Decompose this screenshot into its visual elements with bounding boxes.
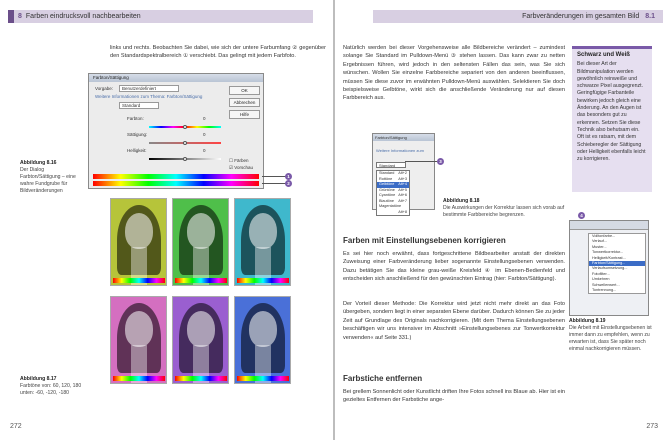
hue-strip: [237, 278, 289, 283]
caption-title: Abbildung 8.18: [443, 198, 480, 204]
sidebar-title: Schwarz und Weiß: [577, 52, 630, 58]
right-page: [335, 0, 668, 440]
lightness-value[interactable]: 0: [203, 148, 206, 153]
right-para-3: Der Vorteil dieser Methode: Die Korrektur wird jetzt nicht mehr direkt an das Foto übergeben, sondern liegt in einer separaten Ebene darüber. Dadurch können Sie zu jeder Zeit auf Grundlage des Originals nachkorrigieren. (Mit dem Thema Einstellungsebenen beschäftigen wir uns intensiver im Abschnitt »Einstellungsebenes zur Tonwertkorrektur verwenden« auf Seite 331.): [343, 301, 565, 341]
lightness-label: Helligkeit:: [127, 148, 147, 153]
hue-label: Farbton:: [127, 116, 144, 121]
help-button[interactable]: Hilfe: [229, 110, 260, 119]
right-para-2: Es sei hier noch erwähnt, dass fortgeschrittene Bildbearbeiter anstatt der direkten Zuweisung einer Farbveränderung lieber sogenannte Einstellungsebenen verwenden. Dazu betätigen Sie das kleine grau-weiße Kreisfeld ④ im Ebenen-Bedienfeld und entscheiden sich anschließend für den gewünschten Eintrag (hier: Farbton/Sättigung).: [343, 251, 565, 283]
channel-option[interactable]: Blautöne Alt+7: [379, 198, 407, 203]
colorize-checkbox[interactable]: ☐ Färben: [229, 158, 249, 163]
adjustment-menu-item[interactable]: Umkehren: [592, 277, 610, 282]
adjustment-menu-item[interactable]: Helligkeit/Kontrast...: [592, 255, 626, 260]
adjustment-menu-item[interactable]: Fotofilter...: [592, 271, 610, 276]
left-page: [0, 0, 333, 440]
caption-8-19: [569, 318, 653, 353]
hue-strip: [113, 278, 165, 283]
channel-option[interactable]: Grüntöne Alt+5: [379, 187, 407, 192]
caption-title: Abbildung 8.19: [569, 318, 606, 324]
preset-label: Vorgabe:: [95, 86, 114, 91]
standard-spectrum-bar: [93, 174, 259, 179]
section-title: Farbveränderungen im gesamten Bild: [522, 13, 640, 20]
callout-4: 4: [578, 212, 585, 219]
hue-saturation-dialog: [88, 73, 264, 189]
channel-dropdown-dialog: [372, 133, 435, 214]
hue-strip: [237, 376, 289, 381]
adjustment-menu-item[interactable]: Tonwertkorrektur...: [592, 250, 624, 255]
callout-leader-2: [262, 183, 286, 184]
page-number-left: 272: [10, 423, 22, 430]
caption-text: Die Auswirkungen der Korrektur lassen sich vorab auf bestimmte Farbbereiche begrenzen.: [443, 205, 565, 218]
callout-2: 2: [285, 180, 292, 187]
channel-option[interactable]: Magentatöne Alt+8: [379, 204, 407, 214]
hue-knob[interactable]: [183, 125, 187, 129]
caption-8-17: [20, 376, 84, 397]
caption-title: Abbildung 8.16: [20, 160, 57, 166]
adjustment-menu-screenshot: [569, 220, 649, 316]
channel-option[interactable]: Cyantöne Alt+6: [379, 193, 407, 197]
caption-text: Farbtöne von: 60, 120, 180 unten: -60, -120, -180: [20, 383, 82, 396]
portrait-face: [187, 213, 215, 249]
channel-options: [376, 170, 410, 216]
right-header: [373, 10, 663, 23]
small-dialog-title: Farbton/Sättigung: [373, 134, 434, 141]
chapter-title: Farben eindrucksvoll nachbearbeiten: [25, 13, 141, 20]
channel-select[interactable]: Standard: [119, 102, 159, 109]
preview-label: Vorschau: [234, 165, 254, 170]
adjustment-menu-item[interactable]: Muster...: [592, 244, 607, 249]
callout-1: 1: [285, 173, 292, 180]
right-para-1: Natürlich werden bei dieser Vorgehensweise alle Bildbereiche verändert – zumindest solange Sie Standard im Pulldown-Menü ③ stehen lassen. Das kann zwar zu netten Ergebnissen führen, wird jedoch in den seltensten Fällen das sein, was Sie sich wünschen. Wollen Sie einzelne Farbbereiche separiert von den anderen beeinflussen, müssen Sie diese zuvor im erwähnten Pulldown-Menü auswählen. Selektieren Sie doch beispielsweise Gelbtöne, wirkt sich die anschließende Veränderung nur auf diesen Farbbereich aus.: [343, 45, 565, 102]
cancel-button[interactable]: Abbrechen: [229, 98, 260, 107]
colorize-label: Färben: [234, 158, 249, 163]
hue-strip: [113, 376, 165, 381]
layers-toolbar: [570, 221, 648, 230]
hue-strip: [175, 278, 227, 283]
hue-slider[interactable]: [149, 126, 221, 128]
tinted-portrait: [172, 198, 229, 286]
adjustment-menu-item[interactable]: Volltonfarbe...: [592, 234, 616, 238]
saturation-knob[interactable]: [183, 141, 187, 145]
channel-dropdown[interactable]: Standard: [376, 162, 406, 168]
caption-8-18: [443, 198, 565, 219]
hue-strip: [175, 376, 227, 381]
caption-8-16: [20, 160, 84, 195]
right-para-4: Bei grellem Sonnenlicht oder Kunstlicht driften Ihre Fotos schnell ins Blaue ab. Hier ist ein gezieltes Entfernen der Farbstiche ange-: [343, 389, 565, 404]
section-number: 8.1: [645, 13, 655, 20]
shifted-spectrum-bar: [93, 181, 259, 186]
page-number-right: 273: [646, 423, 658, 430]
channel-option[interactable]: Rottöne Alt+3: [379, 176, 407, 181]
portrait-face: [249, 213, 277, 249]
tinted-portrait: [234, 296, 291, 384]
caption-text: Der Dialog Farbton/Sättigung – eine wahre Fundgrube für Bildveränderungen: [20, 167, 76, 194]
channel-option[interactable]: Standard Alt+2: [379, 171, 407, 175]
more-info-link[interactable]: Weitere Informationen zum Thema: Farbton/Sättigung: [95, 94, 203, 99]
channel-option[interactable]: Gelbtöne Alt+4: [379, 182, 407, 186]
lightness-knob[interactable]: [183, 157, 187, 161]
small-more-info[interactable]: Weitere Informationen zum: [376, 148, 424, 153]
tinted-portrait: [234, 198, 291, 286]
hue-value[interactable]: 0: [203, 116, 206, 121]
tinted-portrait: [172, 296, 229, 384]
sidebar-box: [572, 46, 652, 192]
chapter-number: 8: [18, 13, 22, 20]
portrait-face: [125, 311, 153, 347]
caption-text: Die Arbeit mit Einstellungsebenen ist immer dann zu empfehlen, wenn zu erwarten ist, dass Sie später noch einmal nachkorrigieren müssen.: [569, 325, 652, 352]
lightness-slider[interactable]: [149, 158, 221, 160]
portrait-face: [187, 311, 215, 347]
adjustment-menu-item[interactable]: Farbton/Sättigung...: [589, 261, 645, 266]
left-body-text: links und rechts. Beobachten Sie dabei, wie sich der untere Farbumfang ② gegenüber den Standardspektralbereich ① verschiebt. Das gelingt mit jedem Farbfoto.: [110, 45, 326, 60]
callout-leader-3: [405, 161, 437, 162]
adjustment-menu-item[interactable]: Tontrennung...: [592, 287, 617, 292]
heading-color-casts: Farbstiche entfernen: [343, 374, 423, 383]
heading-adjustment-layers: Farben mit Einstellungsebenen korrigieren: [343, 236, 506, 245]
dialog-title: Farbton/Sättigung: [89, 74, 263, 82]
portrait-face: [125, 213, 153, 249]
tinted-portrait: [110, 198, 167, 286]
adjustment-menu-item[interactable]: Schwellenwert...: [592, 282, 620, 287]
tinted-portrait: [110, 296, 167, 384]
portrait-face: [249, 311, 277, 347]
adjustment-menu-item[interactable]: Verlaufsumsetzung...: [592, 266, 628, 271]
caption-title: Abbildung 8.17: [20, 376, 57, 382]
preset-select[interactable]: Benutzerdefiniert: [119, 85, 179, 92]
callout-3: 3: [437, 158, 444, 165]
adjustment-menu-item[interactable]: Verlauf...: [592, 239, 607, 244]
left-header: [8, 10, 313, 23]
saturation-value[interactable]: 0: [203, 132, 206, 137]
ok-button[interactable]: OK: [229, 86, 260, 95]
callout-leader-1: [262, 176, 286, 177]
saturation-slider[interactable]: [149, 142, 221, 144]
preview-checkbox[interactable]: ☑ Vorschau: [229, 165, 254, 170]
saturation-label: Sättigung:: [127, 132, 148, 137]
sidebar-text: Bei dieser Art der Bildmanipulation werden gewöhnlich reinweiße und schwarze Pixel ausgegrenzt. Geringfügige Farbanteile bewirken jedoch gleich eine Änderung. An den Augen ist das besonders gut zu erkennen. Setzen Sie diese Technik also behutsam ein. Oft ist es ratsam, mit dem Schieberegler der Sättigung oder Helligkeit ebenfalls leicht zu korrigieren.: [577, 61, 646, 163]
adjustment-menu: [588, 233, 646, 294]
